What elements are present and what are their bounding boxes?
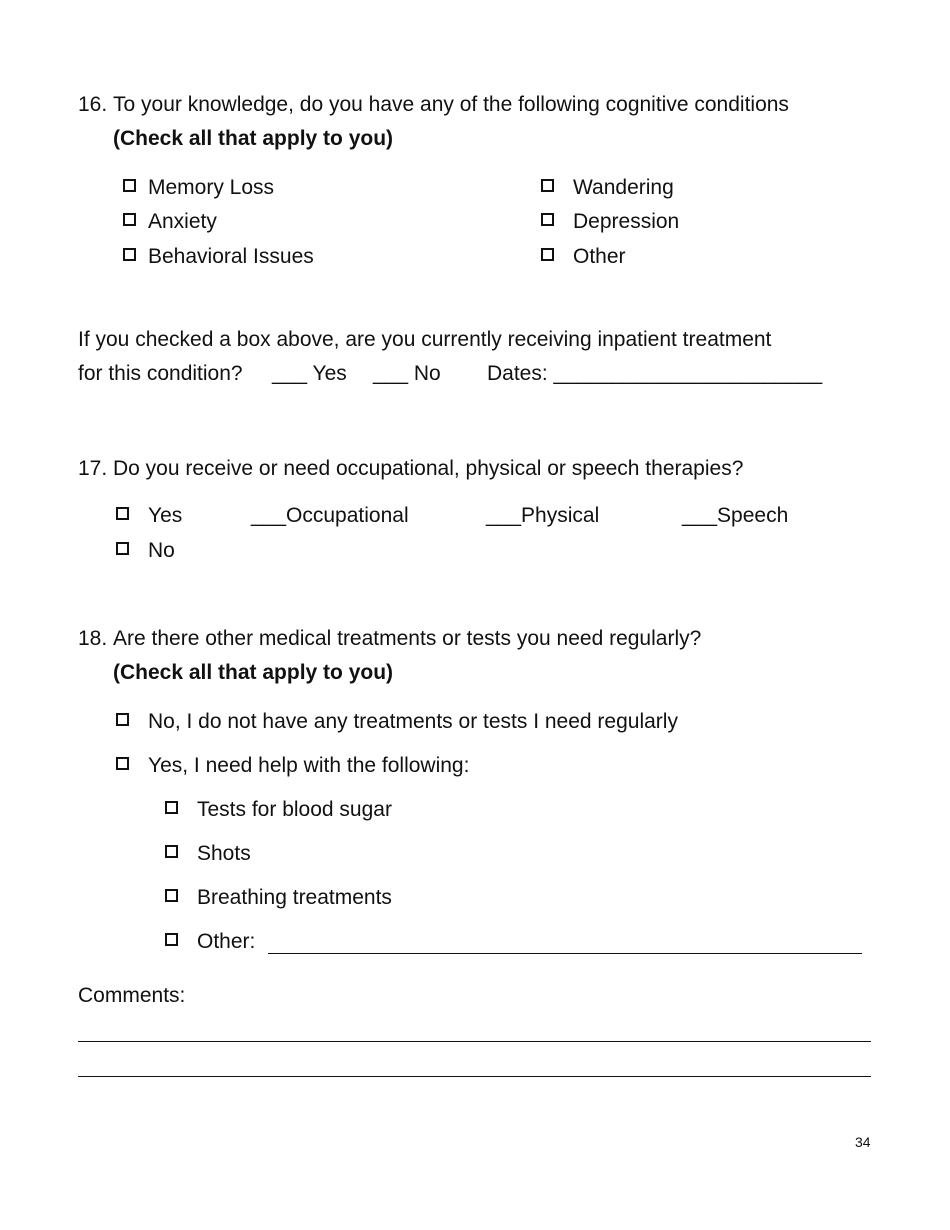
q16-question: To your knowledge, do you have any of the following cognitive conditions bbox=[113, 93, 789, 116]
q17-question: Do you receive or need occupational, physical or speech therapies? bbox=[113, 457, 744, 480]
physical-blank[interactable]: ___Physical bbox=[486, 504, 600, 527]
sub-option-label: Tests for blood sugar bbox=[197, 798, 392, 821]
speech-blank[interactable]: ___Speech bbox=[682, 504, 789, 527]
other-treatment-label: Other: bbox=[197, 930, 256, 953]
option-label: Anxiety bbox=[148, 210, 217, 233]
checkbox-memory-loss[interactable] bbox=[123, 179, 136, 192]
option-label: Wandering bbox=[573, 176, 674, 199]
occupational-blank[interactable]: ___Occupational bbox=[251, 504, 409, 527]
checkbox-no-treatments[interactable] bbox=[116, 713, 129, 726]
option-label: Memory Loss bbox=[148, 176, 275, 199]
comments-line-2[interactable] bbox=[78, 1076, 871, 1077]
checkbox-need-help[interactable] bbox=[116, 757, 129, 770]
page-number: 34 bbox=[855, 1134, 871, 1150]
checkbox-other[interactable] bbox=[541, 248, 554, 261]
q16-instruction: (Check all that apply to you) bbox=[113, 127, 394, 150]
sub-option-label: Breathing treatments bbox=[197, 886, 392, 909]
option-label: Behavioral Issues bbox=[148, 245, 314, 268]
checkbox-shots[interactable] bbox=[165, 845, 178, 858]
other-treatment-line[interactable] bbox=[268, 953, 862, 954]
checkbox-therapy-no[interactable] bbox=[116, 542, 129, 555]
q18-instruction: (Check all that apply to you) bbox=[113, 661, 394, 684]
checkbox-breathing[interactable] bbox=[165, 889, 178, 902]
sub-option-label: Shots bbox=[197, 842, 251, 865]
checkbox-therapy-yes[interactable] bbox=[116, 507, 129, 520]
checkbox-anxiety[interactable] bbox=[123, 213, 136, 226]
comments-label: Comments: bbox=[78, 984, 186, 1007]
checkbox-other-treatment[interactable] bbox=[165, 933, 178, 946]
q16-followup-line2: for this condition? bbox=[78, 362, 243, 385]
q17-number: 17. bbox=[78, 457, 108, 480]
comments-line-1[interactable] bbox=[78, 1041, 871, 1042]
checkbox-behavioral-issues[interactable] bbox=[123, 248, 136, 261]
dates-field[interactable]: Dates: _______________________ bbox=[487, 362, 823, 385]
no-treatments-label: No, I do not have any treatments or tests I need regularly bbox=[148, 710, 678, 733]
need-help-label: Yes, I need help with the following: bbox=[148, 754, 470, 777]
checkbox-blood-sugar[interactable] bbox=[165, 801, 178, 814]
therapy-yes-label: Yes bbox=[148, 504, 183, 527]
q18-number: 18. bbox=[78, 627, 108, 650]
checkbox-depression[interactable] bbox=[541, 213, 554, 226]
option-label: Other bbox=[573, 245, 626, 268]
q16-followup-line1: If you checked a box above, are you currently receiving inpatient treatment bbox=[78, 328, 772, 351]
checkbox-wandering[interactable] bbox=[541, 179, 554, 192]
q18-question: Are there other medical treatments or tests you need regularly? bbox=[113, 627, 702, 650]
therapy-no-label: No bbox=[148, 539, 175, 562]
q16-number: 16. bbox=[78, 93, 108, 116]
option-label: Depression bbox=[573, 210, 680, 233]
inpatient-yes-blank[interactable]: ___ Yes bbox=[272, 362, 347, 385]
inpatient-no-blank[interactable]: ___ No bbox=[373, 362, 441, 385]
